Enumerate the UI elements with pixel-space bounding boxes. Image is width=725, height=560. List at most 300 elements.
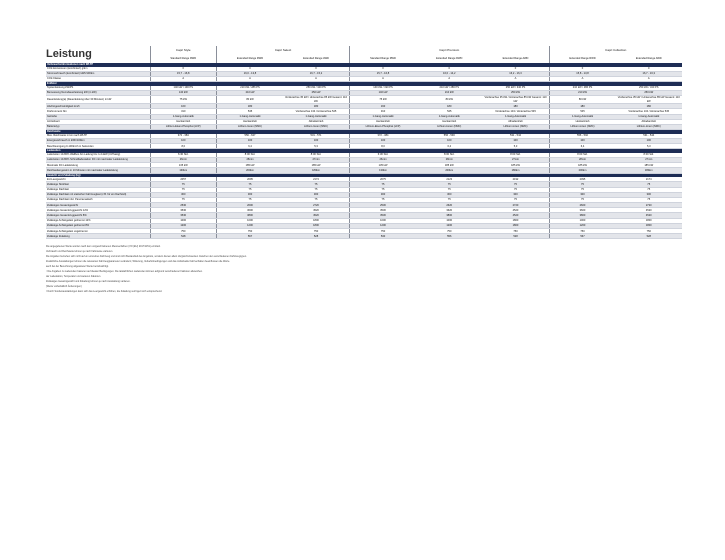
cell-value: 210 kW [549, 90, 616, 95]
row-label: Zulässige Anhängelast gebremst 12% [46, 218, 150, 223]
cell-value: 5,3 [483, 144, 550, 149]
cell-value: 310 [150, 109, 217, 114]
cell-value: 300 [416, 192, 483, 197]
row-label: Zulässige Dachlast mit statischer Fahrzeuglast (z.B. für ein Dachzelt) [46, 192, 150, 197]
cell-value: 1200 [217, 223, 284, 228]
cell-value: Vorderachse 134 / Hinterachse 545 [483, 109, 550, 114]
cell-value: 210 kW [217, 90, 284, 95]
row-label: Beschleunigung 0-100km/h in Sekunden [46, 144, 150, 149]
cell-value: 372 - 384 [150, 134, 217, 139]
cell-value: 300 [549, 192, 616, 197]
cell-value: 4520 [616, 208, 683, 213]
cell-value: 2095 [217, 177, 284, 182]
cell-value: 210 kW / 286 PS [217, 86, 284, 91]
cell-value: 26min [150, 158, 217, 163]
cell-value: Vorderachse 35 kW / Hinterachse 85 kW Gesamt: 110 kW [483, 96, 550, 104]
row-label: Maximale DC Ladeleistung [46, 163, 150, 168]
cell-value: Lithium-Ionen (NMC) [483, 124, 550, 129]
cell-value: 2720 [283, 203, 350, 208]
model-group-header: Capri Premium [350, 46, 550, 55]
cell-value: 180km [483, 168, 550, 173]
cell-value: 75 [549, 182, 616, 187]
cell-value: 2095 [549, 177, 616, 182]
cell-value: 16,0 - 14,2 [416, 71, 483, 76]
cell-value: 310 [350, 109, 417, 114]
spec-table [46, 46, 682, 239]
cell-value: A [350, 76, 417, 81]
cell-value: 2530 [150, 203, 217, 208]
cell-value: 140 kW / 190 PS [150, 86, 217, 91]
cell-value: 210 kW / 286 PS [549, 86, 616, 91]
cell-value: 300 [150, 192, 217, 197]
cell-value: 180km [616, 168, 683, 173]
section-header: Reichweite [46, 130, 682, 134]
cell-value: 3620 [416, 208, 483, 213]
cell-value: A [217, 76, 284, 81]
cell-value: 75 kW [350, 96, 417, 104]
cell-value: 2720 [616, 203, 683, 208]
cell-value: Heckantrieb [150, 119, 217, 124]
cell-value: 2530 [350, 203, 417, 208]
cell-value: 75 kW [150, 96, 217, 104]
cell-value: 80 kW [416, 96, 483, 104]
row-label: Getriebe [46, 114, 150, 119]
cell-value: 15,7 - 16,8 [350, 71, 417, 76]
cell-value: 160 [150, 104, 217, 109]
cell-value: 8:00 Std. [217, 153, 284, 158]
variant-header: Extended Range RWD [217, 55, 284, 63]
cell-value: 567 [549, 234, 616, 239]
cell-value: 3600 [217, 208, 284, 213]
row-label: Bemessung Nenndauerleistung kW (in kW) [46, 90, 150, 95]
cell-value: 210 kW / 286 PS [416, 86, 483, 91]
cell-value: 4520 [616, 213, 683, 218]
cell-value: 1000 [217, 218, 284, 223]
cell-value: Heckantrieb [549, 119, 616, 124]
cell-value: 75 [350, 197, 417, 202]
cell-value: 528 [283, 234, 350, 239]
cell-value: 28min [217, 158, 284, 163]
cell-value: 2174 [616, 177, 683, 182]
cell-value: Lithium-Ionen (NMC) [616, 124, 683, 129]
cell-value: 140 kW [350, 90, 417, 95]
cell-value: 3530 [350, 208, 417, 213]
row-label: CO2-Klasse [46, 76, 150, 81]
cell-value: 2600 [217, 203, 284, 208]
cell-value: 1000 [150, 218, 217, 223]
cell-value: 1200 [150, 223, 217, 228]
cell-value: 200km [549, 168, 616, 173]
cell-value: 1200 [416, 223, 483, 228]
cell-value: 300 [350, 192, 417, 197]
cell-value: 8,0 [150, 144, 217, 149]
cell-value: 75 [416, 187, 483, 192]
cell-value: 100 [350, 138, 417, 143]
cell-value: 2123 [416, 177, 483, 182]
cell-value: 556 - 627 [217, 134, 284, 139]
row-label: Max. Reichweite in km nach WLTP [46, 134, 150, 139]
cell-value: 26min [350, 158, 417, 163]
cell-value: A [549, 76, 616, 81]
row-label: Höchstgeschwindigkeit km/h [46, 104, 150, 109]
cell-value: A [150, 76, 217, 81]
cell-value: 180 [416, 104, 483, 109]
cell-value: 4520 [483, 208, 550, 213]
model-group-header: Capri Select [217, 46, 350, 55]
cell-value: 3800 [416, 213, 483, 218]
cell-value: 750 [483, 229, 550, 234]
cell-value: 0 [416, 67, 483, 72]
row-label: Zulässiges Gesamtzuggewicht 12% [46, 208, 150, 213]
variant-header: Standard Range RWD [350, 55, 417, 63]
footnote: Verbrauch und Reichweite können je nach Fahrweise variieren. [46, 250, 113, 253]
cell-value: 3530 [350, 213, 417, 218]
footnote: der Ladestation, Temperatur und weiteren Faktoren. [46, 275, 101, 278]
cell-value: 250 kW [483, 90, 550, 95]
cell-value: 100 [150, 138, 217, 143]
variant-header: Standard Range RWD [150, 55, 217, 63]
cell-value: 1-Gang-Automatik [416, 114, 483, 119]
cell-value: 300 [483, 192, 550, 197]
page-title: Leistung [46, 48, 92, 60]
cell-value: 556 - 593 [416, 134, 483, 139]
cell-value: 180 [616, 104, 683, 109]
cell-value: 250 kW [616, 90, 683, 95]
cell-value: 250 kW / 340 PS [483, 86, 550, 91]
cell-value: 75 [150, 187, 217, 192]
cell-value: Allradantrieb [616, 119, 683, 124]
row-label: Systemleistung kW/PS [46, 86, 150, 91]
cell-value: 3800 [549, 213, 616, 218]
cell-value: 8:00 Std. [483, 153, 550, 158]
cell-value: 545 [549, 109, 616, 114]
cell-value: 372 - 384 [350, 134, 417, 139]
cell-value: 0 [217, 67, 284, 72]
cell-value: 27min [483, 158, 550, 163]
cell-value: 80 kW [549, 96, 616, 104]
footnote: ¹ Die Angaben zu Ladezeiten basieren auf idealen Bedingungen. Die tatsächlichen Ladezeiten können aufgrund verschiedener Faktoren abweichen. [46, 270, 203, 273]
cell-value: 160 [350, 104, 417, 109]
cell-value: 750 [616, 229, 683, 234]
cell-value: 185 kW [217, 163, 284, 168]
cell-value: 28min [549, 158, 616, 163]
cell-value: 300 [283, 192, 350, 197]
row-label: Zulässige Anhängelast ungebremst [46, 229, 150, 234]
cell-value: 75 [150, 197, 217, 202]
cell-value: 75 [549, 187, 616, 192]
cell-value: 135 kW [350, 163, 417, 168]
cell-value: 15,7 - 16,8 [150, 71, 217, 76]
cell-value: 75 [416, 197, 483, 202]
variant-header: Extended Range AWD [502, 57, 529, 61]
cell-value: 75 [483, 187, 550, 192]
cell-value: 528 [483, 234, 550, 239]
cell-value: Lithium-Ionen (NMC) [549, 124, 616, 129]
table-row [46, 96, 682, 104]
model-group-header: Capri Style [150, 46, 217, 55]
cell-value: 2174 [283, 177, 350, 182]
cell-value: 27min [283, 158, 350, 163]
cell-value: 3530 [150, 213, 217, 218]
cell-value: 0 [150, 67, 217, 72]
cell-value: 16,7 - 15,2 [283, 71, 350, 76]
row-label: Energieverbrauch in kWh/100km [46, 138, 150, 143]
row-label: Ladezeiten 10-80% Schnellladestation DC mit maximaler Ladeleistung [46, 158, 150, 163]
cell-value: 4520 [283, 213, 350, 218]
cell-value: A [283, 76, 350, 81]
cell-value: 3530 [150, 208, 217, 213]
table-row [46, 234, 682, 239]
footnotes [46, 244, 546, 294]
cell-value: 16,2 - 16,3 [483, 71, 550, 76]
footnote: auch bei der Berechnung abgeleiteter Werte berücksichtigt. [46, 265, 109, 268]
cell-value: 75 [616, 187, 683, 192]
cell-value: 556 - 592 [549, 134, 616, 139]
section-header: Verbrauchsinformationen nach WLTP [46, 63, 682, 67]
cell-value: Allradantrieb [283, 119, 350, 124]
cell-value: 1000 [549, 218, 616, 223]
cell-value: 75 [616, 182, 683, 187]
cell-value: 16,0 - 13,8 [217, 71, 284, 76]
cell-value: 2075 [350, 177, 417, 182]
cell-value: 180 [483, 104, 550, 109]
cell-value: 1-Gang-Automatik [350, 114, 417, 119]
cell-value: 750 [549, 229, 616, 234]
cell-value: 750 [283, 229, 350, 234]
cell-value: 545 [217, 109, 284, 114]
cell-value: 75 [283, 197, 350, 202]
cell-value: 185 kW [283, 163, 350, 168]
cell-value: 250 kW / 340 PS [283, 86, 350, 91]
row-label: Zulässige Dachlast [46, 187, 150, 192]
cell-value: 75 [483, 182, 550, 187]
cell-value: 750 [350, 229, 417, 234]
cell-value: 3800 [217, 213, 284, 218]
cell-value: 75 [150, 182, 217, 187]
cell-value: A [483, 76, 550, 81]
cell-value: 200km [416, 168, 483, 173]
cell-value: Vorderachse 134 / Hinterachse 545 [283, 109, 350, 114]
row-label: Zulässige Dachlast inkl. Panoramadach [46, 197, 150, 202]
cell-value: 1800 [283, 223, 350, 228]
cell-value: 75 [217, 187, 284, 192]
cell-value: 180km [283, 168, 350, 173]
footnote: Zusätzliche Ausstattungen können die relevanten Fahrzeugparameter verändern; Witterung, Verkehrsbedingungen und das individuelle Fahrverhalten beeinflussen die Werte. [46, 260, 231, 263]
cell-value: Allradantrieb [483, 119, 550, 124]
section-header: Gewicht und Zuladung (kg) [46, 173, 682, 177]
row-label: Dauerleistung(a) (Dauerleistung über 30 Minuten) in kW [46, 96, 150, 104]
cell-value: 1-Gang-Automatik [283, 114, 350, 119]
cell-value: 5,3 [283, 144, 350, 149]
row-label: Zulässige Anhängelast gebremst 8% [46, 223, 150, 228]
row-label: Antriebsart [46, 119, 150, 124]
cell-value: 0 [283, 67, 350, 72]
cell-value: Vorderachse 35 kW / Hinterachse 85 kW Gesamt: 110 kW [616, 96, 683, 104]
cell-value: 1-Gang-Automatik [483, 114, 550, 119]
cell-value: 135 kW [150, 163, 217, 168]
cell-value: 750 [416, 229, 483, 234]
variant-header: Extended Range AWD [303, 57, 329, 61]
row-label: Batterietyp [46, 124, 150, 129]
row-label: Zulässiges Gesamtzuggewicht 8% [46, 213, 150, 218]
cell-value: 130km [150, 168, 217, 173]
row-label: CO2-Emissionen (kombiniert) g/km [46, 67, 150, 72]
cell-value: 531 - 544 [483, 134, 550, 139]
cell-value: Heckantrieb [217, 119, 284, 124]
cell-value: 75 [217, 182, 284, 187]
cell-value: 250 kW [283, 90, 350, 95]
cell-value: 556 [416, 234, 483, 239]
cell-value: 100 [283, 138, 350, 143]
cell-value: Vorderachse 134 / Hinterachse 545 [616, 109, 683, 114]
cell-value: 75 [483, 197, 550, 202]
cell-value: 180 [283, 104, 350, 109]
cell-value: 567 [217, 234, 284, 239]
cell-value: 0 [549, 67, 616, 72]
cell-value: 2192 [483, 177, 550, 182]
cell-value: 5,3 [616, 144, 683, 149]
cell-value: 1200 [549, 223, 616, 228]
cell-value: 548 [150, 234, 217, 239]
cell-value: Heckantrieb [350, 119, 417, 124]
cell-value: 75 [549, 197, 616, 202]
cell-value: 6,4 [217, 144, 284, 149]
footnote: ² Durch Sonderausstattungen kann sich das Leergewicht erhöhen, die Zuladung verringert sich entsprechend. [46, 290, 163, 293]
cell-value: 1000 [416, 218, 483, 223]
cell-value: 8,0 [350, 144, 417, 149]
cell-value: 75 [416, 182, 483, 187]
cell-value: 140 kW / 190 PS [350, 86, 417, 91]
variant-header: Extended Range RWD [549, 55, 616, 63]
cell-value: 1-Gang-Automatik [150, 114, 217, 119]
cell-value: 1800 [483, 218, 550, 223]
cell-value: 185 kW [483, 163, 550, 168]
cell-value: 75 [350, 182, 417, 187]
cell-value: 1800 [616, 223, 683, 228]
cell-value: A [416, 76, 483, 81]
cell-value: 180 [549, 104, 616, 109]
cell-value: Heckantrieb [416, 119, 483, 124]
row-label: Zulässige Stützlast [46, 182, 150, 187]
cell-value: 0 [350, 67, 417, 72]
cell-value: 75 [616, 197, 683, 202]
cell-value: 130km [350, 168, 417, 173]
row-label: EU-Leergewicht [46, 177, 150, 182]
cell-value: 1200 [350, 223, 417, 228]
cell-value: 1800 [483, 223, 550, 228]
cell-value: 250 kW / 340 PS [616, 86, 683, 91]
cell-value: 210 kW [416, 90, 483, 95]
cell-value: 2057 [150, 177, 217, 182]
cell-value: 185 kW [416, 163, 483, 168]
variant-header: Extended Range RWD [436, 57, 463, 61]
cell-value: 531 - 571 [283, 134, 350, 139]
cell-value: 3600 [549, 208, 616, 213]
cell-value: 1800 [283, 218, 350, 223]
cell-value: 180 [217, 104, 284, 109]
cell-value: 6:30 Std. [150, 153, 217, 158]
footnote: Zulässiges Gesamtgewicht und Zuladung können je nach Ausstattung variieren. [46, 280, 131, 283]
cell-value: 750 [217, 229, 284, 234]
cell-value: 530 [350, 234, 417, 239]
footnote: Die Angaben beziehen sich nicht auf ein einzelnes Fahrzeug und sind nicht Bestandteil des Angebots, sondern dienen allein Vergleichszwecken zwischen den verschiedenen Fahrzeugtypen. [46, 255, 247, 258]
row-label: Ladezeiten 10-80% Wallbox AC-Ladung bis zu 11kW (3-Phasig) [46, 153, 150, 158]
cell-value: 28min [416, 158, 483, 163]
model-group-header: Capri Collection [549, 46, 682, 55]
cell-value: 300 [616, 192, 683, 197]
cell-value: 100 [616, 138, 683, 143]
cell-value: 545 [416, 109, 483, 114]
cell-value: 6:30 Std. [350, 153, 417, 158]
variant-header: Extended Range AWD [635, 57, 662, 61]
cell-value: 200km [217, 168, 284, 173]
footnote: (Werte vorbehaltlich Änderungen) [46, 285, 82, 288]
row-label: Reichweitengewinn in 10 Minuten mit maximaler Ladeleistung [46, 168, 150, 173]
cell-value: 75 [283, 182, 350, 187]
cell-value: A [616, 76, 683, 81]
cell-value: 15,8 - 13,8 [549, 71, 616, 76]
cell-value: 0 [483, 67, 550, 72]
cell-value: 80 kW [217, 96, 284, 104]
cell-value: Lithium-Ionen (NMC) [283, 124, 350, 129]
row-label: Zulässige Zuladung [46, 234, 150, 239]
cell-value: 8:00 Std. [416, 153, 483, 158]
cell-value: 531 - 544 [616, 134, 683, 139]
cell-value: Lithium-Ionen (NMC) [416, 124, 483, 129]
cell-value: 2600 [549, 203, 616, 208]
cell-value: 6,4 [416, 144, 483, 149]
cell-value: Vorderachse 35 kW / Hinterachse 85 kW Gesamt: 110 kW [283, 96, 350, 104]
cell-value: 528 [616, 234, 683, 239]
cell-value: 140 kW [150, 90, 217, 95]
footnote: Die angegebenen Werte wurden nach dem vorgeschriebenen Messverfahren (VO (EU) 2017/1151) ermittelt. [46, 245, 161, 248]
cell-value: 1000 [350, 218, 417, 223]
cell-value: 4520 [283, 208, 350, 213]
cell-value: 2620 [416, 203, 483, 208]
cell-value: 75 [217, 197, 284, 202]
cell-value: 8:00 Std. [616, 153, 683, 158]
cell-value: 16,7 - 16,3 [616, 71, 683, 76]
cell-value: 100 [217, 138, 284, 143]
cell-value: 1-Gang-Automatik [549, 114, 616, 119]
cell-value: 8:00 Std. [283, 153, 350, 158]
cell-value: 1-Gang-Automatik [616, 114, 683, 119]
cell-value: 1800 [616, 218, 683, 223]
row-label: Stromverbrauch (kombiniert) kWh/100km [46, 71, 150, 76]
cell-value: 8:00 Std. [549, 153, 616, 158]
cell-value: 4520 [483, 213, 550, 218]
cell-value: 75 [283, 187, 350, 192]
cell-value: 185 kW [616, 163, 683, 168]
section-header: Ladezeiten [46, 149, 682, 153]
cell-value: 2720 [483, 203, 550, 208]
cell-value: Lithium-Eisen-Phosphat (LFP) [150, 124, 217, 129]
cell-value: 100 [483, 138, 550, 143]
cell-value: Lithium-Ionen (NMC) [217, 124, 284, 129]
cell-value: 6,4 [549, 144, 616, 149]
cell-value: 27min [616, 158, 683, 163]
cell-value: 100 [549, 138, 616, 143]
cell-value: 75 [350, 187, 417, 192]
cell-value: 185 kW [549, 163, 616, 168]
cell-value: 1-Gang-Automatik [217, 114, 284, 119]
section-header: E-Motor [46, 82, 682, 86]
cell-value: Lithium-Eisen-Phosphat (LFP) [350, 124, 417, 129]
cell-value: 0 [616, 67, 683, 72]
cell-value: 100 [416, 138, 483, 143]
row-label: Zulässiges Gesamtgewicht [46, 203, 150, 208]
row-label: Drehmoment Nm [46, 109, 150, 114]
